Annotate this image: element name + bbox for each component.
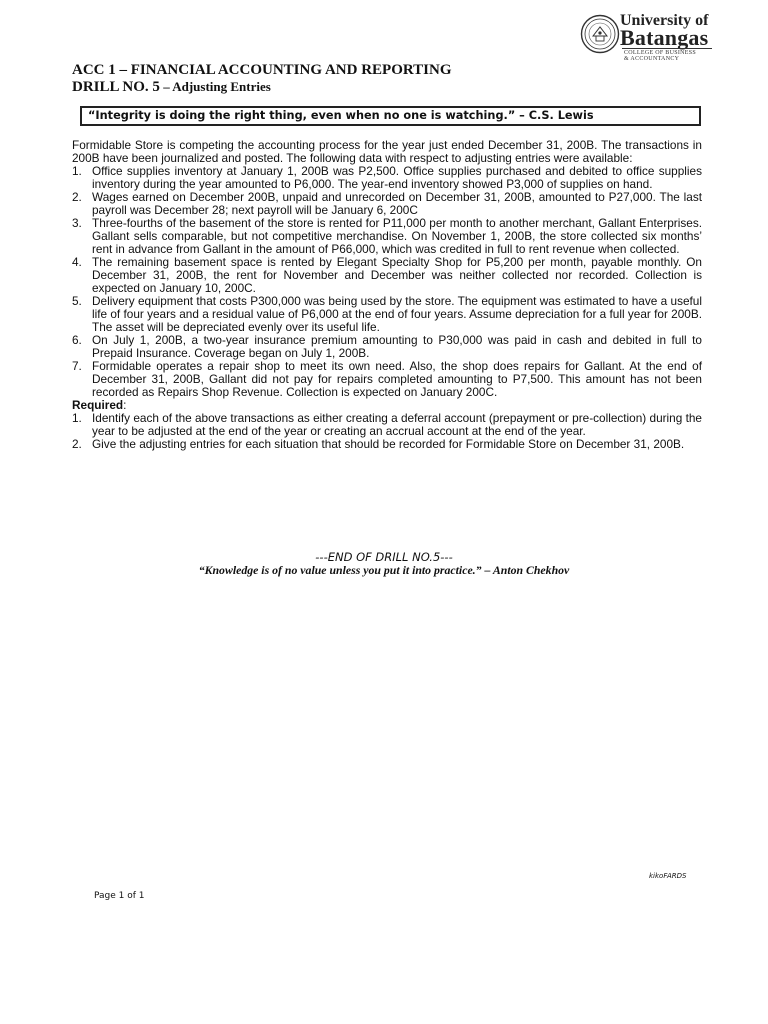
page-number: Page 1 of 1 — [94, 891, 145, 901]
document-body — [72, 139, 702, 451]
university-name-top: University of — [620, 12, 709, 29]
integrity-quote-box: “Integrity is doing the right thing, even when no one is watching.” – C.S. Lewis — [80, 106, 701, 126]
required-heading: Required: — [72, 398, 127, 412]
author-signature: kikoFARDS — [649, 872, 687, 880]
logo-divider — [622, 48, 712, 49]
chekhov-quote: “Knowledge is of no value unless you put it into practice.” – Anton Chekhov — [198, 563, 570, 577]
list-item: 3. Three-fourths of the basement of the store is rented for P11,000 per month to another merchant, Gallant Enterprises. Gallant sells comparable, but not competitive merchandise. On November 1, 200B, the store collected six months’ rent in advance from Gallant in the amount of P66,000, which was credited in full to rent revenue when collected. — [72, 216, 702, 256]
university-seal-icon — [580, 14, 620, 54]
college-name: COLLEGE OF BUSINESS & ACCOUNTANCY — [624, 50, 697, 62]
list-item: 2. Wages earned on December 200B, unpaid and unrecorded on December 31, 200B, amounted to P27,000. The last payroll was December 28; next payroll will be January 6, 200C — [72, 190, 702, 217]
transaction-list — [72, 165, 702, 399]
list-item: 2. Give the adjusting entries for each situation that should be recorded for Formidable Store on December 31, 200B. — [72, 437, 685, 451]
list-item: 1. Identify each of the above transactions as either creating a deferral account (prepayment or pre-collection) during the year to be adjusted at the end of the year or creating an accrual account at the end of the year. — [72, 411, 702, 438]
list-item: 5. Delivery equipment that costs P300,000 was being used by the store. The equipment was estimated to have a useful life of four years and a residual value of P6,000 at the end of four years. Assume depreciation for a full year for 200B. The asset will be depreciated evenly over its useful life. — [72, 294, 702, 334]
university-name: Batangas — [620, 25, 709, 50]
list-item: 6. On July 1, 200B, a two-year insurance premium amounting to P30,000 was paid in cash and debited in full to Prepaid Insurance. Coverage began on July 1, 200B. — [72, 333, 702, 360]
intro-paragraph: Formidable Store is competing the accounting process for the year just ended December 31, 200B. The transactions in 200B have been journalized and posted. The following data with respect to adjusting entries were available: — [72, 138, 702, 165]
course-title: ACC 1 – FINANCIAL ACCOUNTING AND REPORTING — [72, 62, 452, 78]
university-logo — [580, 14, 714, 62]
list-item: 4. The remaining basement space is rented by Elegant Specialty Shop for P5,200 per month, payable monthly. On December 31, 200B, the rent for November and December was neither collected nor recorded. Collection is expected on January 10, 200C. — [72, 255, 702, 295]
required-list — [72, 412, 702, 451]
list-item: 1. Office supplies inventory at January 1, 200B was P2,500. Office supplies purchased and debited to office supplies inventory during the year amounted to P6,000. The year-end inventory showed P3,000 of supplies on hand. — [72, 164, 702, 191]
list-item: 7. Formidable operates a repair shop to meet its own need. Also, the shop does repairs for Gallant. At the end of December 31, 200B, Gallant did not pay for repairs completed amounting to P7,500. This amount has not been recorded as Repairs Shop Revenue. Collection is expected on January 200C. — [72, 359, 702, 399]
drill-title: DRILL NO. 5 – Adjusting Entries — [72, 79, 271, 95]
end-of-drill-marker: ---END OF DRILL NO.5--- — [315, 550, 453, 564]
